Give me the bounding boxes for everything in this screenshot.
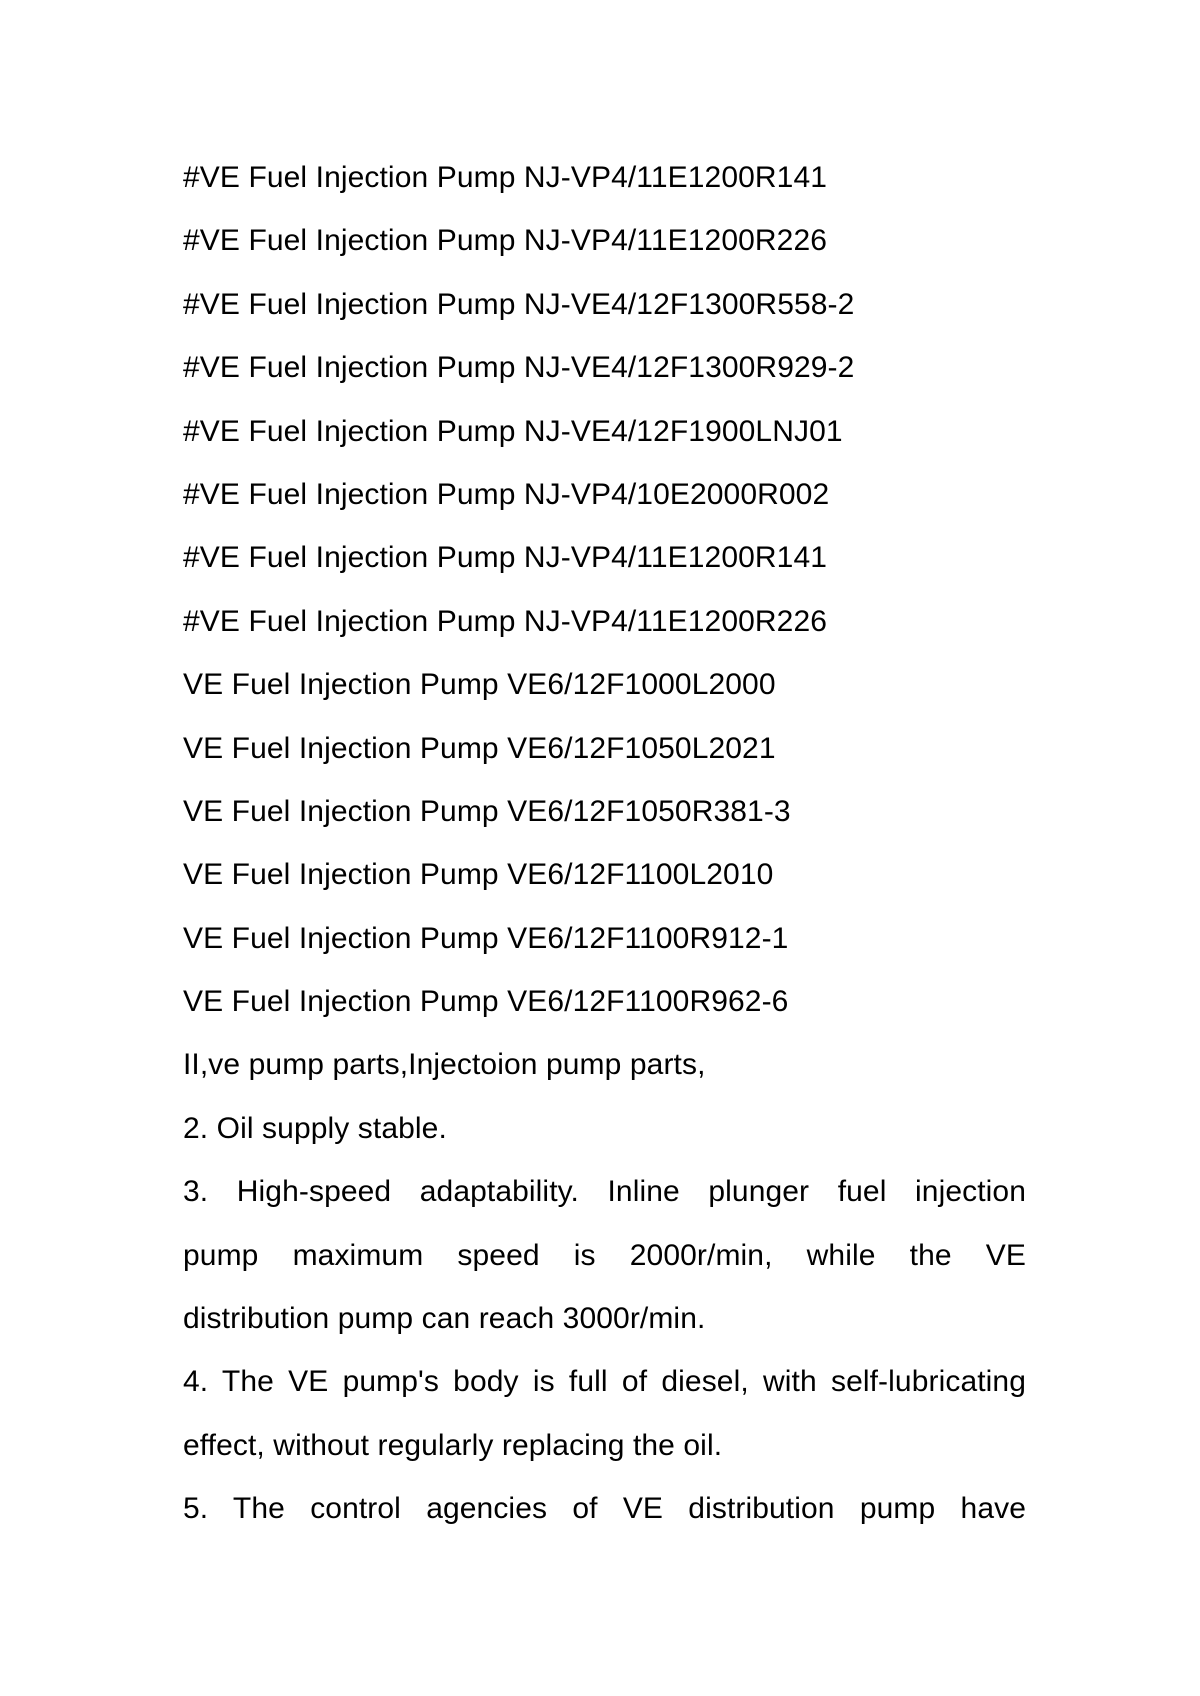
model-line-13: VE Fuel Injection Pump VE6/12F1100R912-1 — [183, 921, 789, 955]
point-2: 2. Oil supply stable. — [183, 1111, 447, 1145]
model-line-12: VE Fuel Injection Pump VE6/12F1100L2010 — [183, 858, 774, 892]
section-heading: II,ve pump parts,Injectoion pump parts, — [183, 1048, 706, 1082]
point-3-line-1: 3. High-speed adaptability. Inline plunger fuel injection — [183, 1175, 1026, 1209]
model-line-6: #VE Fuel Injection Pump NJ-VP4/10E2000R002 — [183, 477, 830, 511]
model-line-8: #VE Fuel Injection Pump NJ-VP4/11E1200R226 — [183, 604, 828, 638]
model-line-10: VE Fuel Injection Pump VE6/12F1050L2021 — [183, 731, 776, 765]
model-line-14: VE Fuel Injection Pump VE6/12F1100R962-6 — [183, 985, 789, 1019]
model-line-9: VE Fuel Injection Pump VE6/12F1000L2000 — [183, 668, 776, 702]
model-line-11: VE Fuel Injection Pump VE6/12F1050R381-3 — [183, 794, 791, 828]
point-4-line-1: 4. The VE pump's body is full of diesel, with self-lubricating — [183, 1365, 1026, 1399]
point-5-line-1: 5. The control agencies of VE distribution pump have — [183, 1492, 1026, 1526]
point-3-line-3: distribution pump can reach 3000r/min. — [183, 1302, 706, 1336]
document-body — [183, 146, 1026, 1541]
model-line-2: #VE Fuel Injection Pump NJ-VP4/11E1200R226 — [183, 224, 828, 258]
model-line-3: #VE Fuel Injection Pump NJ-VE4/12F1300R558-2 — [183, 287, 855, 321]
model-line-1: #VE Fuel Injection Pump NJ-VP4/11E1200R141 — [183, 161, 828, 194]
model-line-7: #VE Fuel Injection Pump NJ-VP4/11E1200R141 — [183, 541, 828, 575]
point-3-line-2: pump maximum speed is 2000r/min, while the VE — [183, 1238, 1026, 1272]
point-4-line-2: effect, without regularly replacing the oil. — [183, 1428, 723, 1462]
model-line-5: #VE Fuel Injection Pump NJ-VE4/12F1900LNJ01 — [183, 414, 843, 448]
model-line-4: #VE Fuel Injection Pump NJ-VE4/12F1300R929-2 — [183, 351, 855, 385]
